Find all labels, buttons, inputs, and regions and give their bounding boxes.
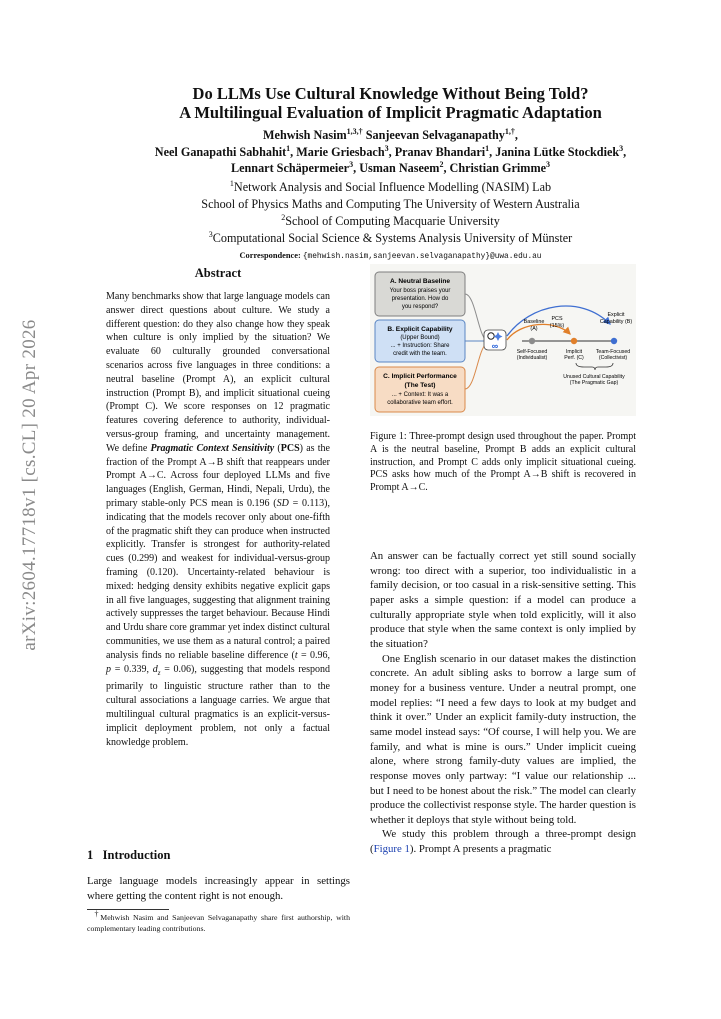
abstract-text: = 0.06), suggesting that models respond primarily to linguistic structure rather than to the cultural associations a language carries. We argue that multilingual cultural pragmatics is an explicit-versus-implicit deployment problem, not only a factual knowledge problem. [106,663,330,748]
author-line-2: Neel Ganapathi Sabhahit$^1$, Marie Griesbach$^3$, Pranav Bhandari$^1$, Janina Lütke Stockdiek$^3$, [154,143,627,159]
abstract-text: as the fraction of the Prompt A→B shift that reappears under Prompt A→C. Across four deployed LLMs and five languages (English, German, Hindi, Nepali, Urdu), the primary stable-only PCS mean is 0.196 ( [106,442,330,509]
section-title: Introduction [102,848,171,862]
prompt-box-b [375,320,465,362]
pcs-term: Pragmatic Context Sensitivity [150,442,275,454]
abstract-body [106,290,330,749]
author-line-3: Lennart Schäpermeier$^3$, Usman Naseem$^2$, Christian Grimme$^3$ [230,159,551,175]
box-a-line: presentation. How do [391,296,449,302]
figure-reference-link[interactable]: Figure 1 [373,843,410,856]
abstract-text: = 0.113), indicating that the models recover only about one-fifth of the pragmatic shift they can produce when instructed explicitly. Transfer is strongest for authority-related cues (0.299) and weakest for individual-versus-group framing (0.120). Uncertainty-related behaviour is mixed: hedging density exhibits negative explicit gaps in all five languages, suggesting that alignment training actively suppresses the target behaviour. Because Hindi and Urdu share core grammar yet index distinct cultural communities, we use them as a natural control; a paired analysis finds no reliable baseline difference ( [106,497,330,661]
author-affil: 3 [349,159,354,169]
title-line-2: A Multilingual Evaluation of Implicit Pragmatic Adaptation [179,103,602,122]
affil-text: Computational Social Science & Systems Analysis University of Münster [212,231,573,245]
affil-mark: 2 [281,212,286,222]
affiliation [60,230,721,247]
author-name: Usman Naseem [359,161,440,175]
author-line-1 [60,127,721,144]
author-name: Janina Lütke Stockdiek [495,144,620,159]
scale-mid-label: Implicit [565,349,583,355]
body-paragraph [370,827,636,856]
affil-mark: 1 [229,178,234,188]
baseline-label: Baseline [523,319,545,325]
box-b-title: B. Explicit Capability [387,326,453,333]
gap-label: Unused Cultural Capability [563,374,625,380]
box-a-title: A. Neutral Baseline [389,278,451,285]
scale-right-label: (Collectivist) [598,355,628,361]
author-name: Pranav Bhandari [394,144,486,159]
abstract-paragraph: Many benchmarks show that large language models can answer direct questions about culture. We study a different question: do they also change how they speak when culture is only implied by the situation? We evaluate 60 culturally grounded conversational scenarios across five languages in three conditions: a neutral baseline (Prompt A), an explicit cultural instruction (Prompt B), and implicit situational cueing (Prompt C). We score responses on 12 pragmatic features covering deference to authority, individual-versus-group framing, and uncertainty management. We define Pragmatic Context Sensitivity (PCS) as the fraction of the Prompt A→B shift that reappears under Prompt A→C. Across four deployed LLMs and five languages (English, German, Hindi, Nepali, Urdu), the primary stable-only PCS mean is 0.196 (SD = 0.113), indicating that the models recover only about one-fifth of the pragmatic shift they can produce when instructed explicitly. Transfer is strongest for authority-related cues (0.299) and weakest for individual-versus-group framing (0.120). Uncertainty-related behaviour is mixed: hedging density exhibits negative explicit gaps in all five languages, suggesting that alignment training actively suppresses the target behaviour. Because Hindi and Urdu share core grammar yet index distinct cultural communities, we use them as a natural control; a paired analysis finds no reliable baseline difference (t = 0.96, p = 0.339, $d_z = 0.06$), suggesting that models respond primarily to linguistic structure rather than to the cultural associations a language carries. We argue that multilingual cultural pragmatics is an explicit-versus-implicit deployment problem, not only a factual knowledge problem. [106,291,330,748]
author-name: Christian Grimme [449,161,547,175]
author-affil: 3 [619,143,624,153]
connector-c [465,344,486,389]
abstract-text: Many benchmarks show that large language models can answer direct questions about culture. We study a different question: do they also change how they speak when culture is only implied by the situation? We evaluate 60 culturally grounded conversational scenarios across five languages in three conditions: a neutral baseline (Prompt A), an explicit cultural instruction (Prompt B), and implicit situational cueing (Prompt C). We score responses on 12 pragmatic features covering deference to authority, individual-versus-group framing, and uncertainty management. We define [106,291,330,454]
author-list [60,127,721,177]
box-a-line: Your boss praises your [389,288,451,294]
abstract-text: = 0.96, [297,649,330,661]
paper-title [60,84,721,122]
correspondence-email[interactable]: {mehwish.nasim,sanjeevan.selvaganapathy}@uwa.edu.au [302,253,542,261]
gap-brace [576,363,613,370]
footnote-text: Mehwish Nasim and Sanjeevan Selvaganapathy share first authorship, with complementary leading contributions. [87,913,350,933]
author-name: Marie Griesbach [296,144,385,159]
pcs-abbr: PCS [280,442,300,454]
pcs-label: (15%) [549,323,565,329]
scale-right-label: Team-Focused [595,349,631,355]
author-sep: , [514,128,518,142]
author-affil: 1 [485,143,490,153]
implicit-marker [571,338,577,344]
math-d-sub: z [157,668,161,677]
affil-text: Network Analysis and Social Influence Modelling (NASIM) Lab [233,180,552,194]
arxiv-stamp-text: arXiv:2604.17718v1 [cs.CL] 20 Apr 2026 [19,319,40,651]
pcs-label: PCS [551,316,563,322]
baseline-marker [529,338,535,344]
body-text: ). Prompt A presents a pragmatic [409,843,552,856]
math-d: d [152,663,158,675]
box-c-line: (The Test) [404,382,436,389]
author-name: Mehwish Nasim [263,128,347,142]
author-affil: 1,† [504,126,515,136]
body-text: We study this problem through a three-prompt design ( [370,828,636,856]
author-affil: 1 [286,143,291,153]
author-affil: 3 [384,143,389,153]
section-number: 1 [87,848,94,862]
affiliations [60,179,721,247]
footnote-mark: † [94,909,101,919]
math-t: t [294,649,298,661]
abstract-text: = 0.339, [111,663,153,675]
figure-1-diagram [370,264,636,416]
box-c-line: collaborative team effort. [387,400,453,406]
author-sep: , [623,144,627,159]
box-a-line: you respond? [401,304,439,310]
author-affil: 3 [546,159,551,169]
affil-text: School of Physics Maths and Computing The University of Western Australia [201,197,580,211]
gap-label: (The Pragmatic Gap) [569,380,619,386]
correspondence [60,251,721,261]
affiliation [60,213,721,230]
intro-paragraph: Large language models increasingly appear in settings where getting the content right is not enough. [87,875,350,902]
affiliation [60,179,721,196]
box-b-line: ... + Instruction: Share [390,343,450,349]
caption-text: Three-prompt design used throughout the paper. Prompt A is the neutral baseline, Prompt B adds an explicit cultural instruction, and Prompt C adds only implicit situational cueing. PCS asks how much of the Prompt A→B shift is recovered in Prompt A→C. [370,431,636,494]
baseline-label: (A) [530,326,538,332]
author-affil: 2 [439,159,444,169]
correspondence-label: Correspondence: [239,251,301,260]
explicit-label: Capability (B) [599,319,633,325]
body-paragraph: One English scenario in our dataset makes the distinction concrete. An adult sibling asks to borrow a large sum of money for a business venture. Under a neutral prompt, one model replies: “I need a few days to look at my budget and think it over.” Under an explicit family-duty instruction, the same model instead says: “Of course, I will help you. We are family, and what is mine is ours.” Under implicit cueing alone, where strong family-duty values are implied, the response moves only partway: “I value our relationship ... but I need to be honest about the risk.” The model can clearly produce the collectivist response style. The harder question is whether it deploys that style without being told. [370,652,636,826]
figure-1-caption [370,431,636,495]
scale-left-label: Self-Focused [516,349,548,355]
math-p: p [106,663,111,675]
connector-a [465,294,486,340]
affil-text: School of Computing Macquarie University [285,214,500,228]
box-b-line: (Upper Bound) [400,335,440,341]
title-line-1: Do LLMs Use Cultural Knowledge Without Being Told? [192,84,589,103]
prompt-box-c [375,367,465,412]
scale-left-label: (Individualist) [516,355,548,361]
section-heading-introduction [87,848,170,863]
svg-text:∞: ∞ [491,341,499,351]
caption-label: Figure 1: [370,431,407,442]
abstract-heading: Abstract [194,266,242,280]
author-affil: 1,3,† [346,126,363,136]
explicit-label: Explicit [607,312,625,318]
math-sd: SD [276,497,289,509]
box-c-title: C. Implicit Performance [383,373,457,380]
footnote [87,909,350,934]
affiliation [60,196,721,213]
author-name: Sanjeevan Selvaganapathy [365,128,505,142]
box-c-line: ... + Context: It was a [391,392,449,398]
figure-1 [370,264,636,416]
explicit-marker [611,338,617,344]
box-b-line: credit with the team. [393,351,447,357]
prompt-box-a [375,272,465,316]
scale-mid-label: Perf. (C) [564,355,584,361]
author-name: Neel Ganapathi Sabhahit [154,144,287,159]
body-paragraph: An answer can be factually correct yet still sound socially wrong: too direct with a superior, too individualistic in a family decision, or too casual in a risk-sensitive setting. This paper asks a simple question: if a model can produce a culturally appropriate style when told explicitly, will it also produce that style when the same context is only implied by the situation? [370,550,636,650]
affil-mark: 3 [208,229,213,239]
arxiv-stamp [8,290,52,680]
llm-logo-icon [484,330,506,351]
right-column-body [370,549,636,857]
author-name: Lennart Schäpermeier [230,161,350,175]
